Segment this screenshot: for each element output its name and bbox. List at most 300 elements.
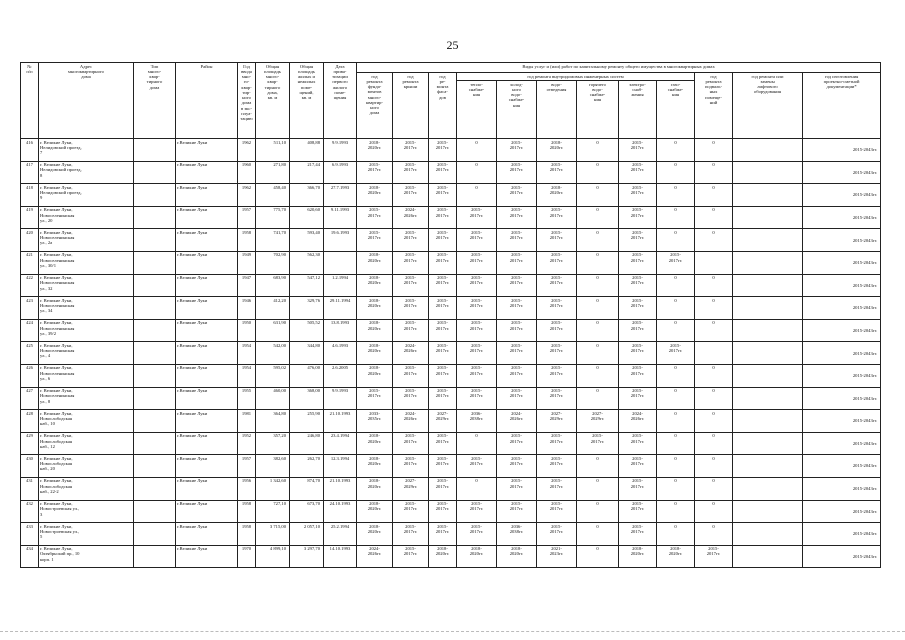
num-cell: 433 [21,523,39,546]
header-district: Район [176,63,238,139]
living-area-cell: 476,00 [290,364,324,387]
roof-cell: 2015- 2017гг. [393,139,429,162]
drainage-cell: 2015- 2017гг. [537,477,577,500]
roof-cell: 2024- 2026гг. [393,206,429,229]
privatization-date-cell: 14.10.1993 [324,545,357,568]
total-area-cell: 4 899,10 [256,545,290,568]
living-area-cell: 620,60 [290,206,324,229]
living-area-cell: 2 057,10 [290,523,324,546]
district-cell: г.Великие Луки [176,206,238,229]
drainage-cell: 2015- 2017гг. [537,523,577,546]
hot-water-cell: 0 [577,455,619,478]
basement-cell: 0 [695,432,733,455]
total-area-cell: 1 342,60 [256,477,290,500]
foundation-cell: 2018- 2020гг. [357,477,393,500]
gas-cell: 0 [657,274,695,297]
num-cell: 421 [21,251,39,274]
num-cell: 423 [21,297,39,320]
type-cell [134,319,176,342]
total-area-cell: 460,00 [256,387,290,410]
district-cell: г.Великие Луки [176,545,238,568]
district-cell: г.Великие Луки [176,319,238,342]
address-cell: г. Великие Луки, Новослободская наб., 10 [39,410,134,433]
address-cell: г. Великие Луки, Новослободская наб., 22-2 [39,477,134,500]
privatization-date-cell: 27.7.1993 [324,184,357,207]
header-works-group: Виды услуг и (или) работ по капитальному ремонту общего имущества в многоквартирных домах [357,63,881,73]
header-address: Адрес многоквартирного дома [39,63,134,139]
hot-water-cell: 0 [577,229,619,252]
electric-cell: 2015- 2017гг. [619,319,657,342]
type-cell [134,206,176,229]
heat-cell: 2015- 2017гг. [457,364,497,387]
electric-cell: 2015- 2017гг. [619,500,657,523]
foundation-cell: 2018- 2020гг. [357,342,393,365]
gas-cell: 0 [657,432,695,455]
district-cell: г.Великие Луки [176,229,238,252]
basement-cell: 0 [695,297,733,320]
year-cell: 1949 [238,251,256,274]
privatization-date-cell: 21.10.1993 [324,477,357,500]
hot-water-cell: 0 [577,161,619,184]
electric-cell: 2015- 2017гг. [619,184,657,207]
elevator-cell [733,184,803,207]
facade-cell: 2015- 2017гг. [429,206,457,229]
basement-cell: 0 [695,161,733,184]
roof-cell: 2027- 2029гг. [393,477,429,500]
facade-cell: 2015- 2017гг. [429,432,457,455]
header-systems-group: год ремонта внутридомовых инженерных систем [457,73,695,81]
gas-cell: 2015- 2017гг. [657,251,695,274]
elevator-cell [733,387,803,410]
privatization-date-cell: 6.9.1993 [324,161,357,184]
address-cell: г. Великие Луки, Новоселенинская ул., 32 [39,274,134,297]
hot-water-cell: 0 [577,545,619,568]
facade-cell: 2015- 2017гг. [429,455,457,478]
basement-cell: 0 [695,206,733,229]
electric-cell: 2024- 2026гг. [619,410,657,433]
type-cell [134,364,176,387]
header-cold-water: холод- ного водо- снабже- ния [497,81,537,139]
living-area-cell: 329,76 [290,297,324,320]
roof-cell: 2015- 2017гг. [393,387,429,410]
table-row [21,342,881,365]
header-type: Тип много- квар- тирного дома [134,63,176,139]
header-gas: газо- снабже- ния [657,81,695,139]
cold-water-cell: 2015- 2017гг. [497,161,537,184]
basement-cell: 0 [695,500,733,523]
design-docs-cell: 2015-2043гг. [803,297,881,320]
electric-cell: 2015- 2017гг. [619,251,657,274]
facade-cell: 2015- 2017гг. [429,297,457,320]
address-cell: г. Великие Луки, Новоселенинская ул., 20 [39,206,134,229]
basement-cell: 0 [695,364,733,387]
cold-water-cell: 2015- 2017гг. [497,387,537,410]
scan-edge-line [0,631,905,632]
year-cell: 1970 [238,545,256,568]
district-cell: г.Великие Луки [176,387,238,410]
hot-water-cell: 0 [577,206,619,229]
num-cell: 426 [21,364,39,387]
foundation-cell: 2018- 2020гг. [357,455,393,478]
cold-water-cell: 2015- 2017гг. [497,477,537,500]
table-row [21,251,881,274]
electric-cell: 2015- 2017гг. [619,229,657,252]
cold-water-cell: 2015- 2017гг. [497,297,537,320]
basement-cell: 0 [695,184,733,207]
year-cell: 1962 [238,139,256,162]
hot-water-cell: 0 [577,251,619,274]
district-cell: г.Великие Луки [176,139,238,162]
elevator-cell [733,432,803,455]
hot-water-cell: 0 [577,523,619,546]
type-cell [134,455,176,478]
roof-cell: 2015- 2017гг. [393,364,429,387]
facade-cell: 2018- 2020гг. [429,545,457,568]
elevator-cell [733,229,803,252]
living-area-cell: 368,00 [290,387,324,410]
foundation-cell: 2018- 2020гг. [357,274,393,297]
table-row [21,206,881,229]
header-basement: год ремонта подваль- ных помеще- ний [695,73,733,139]
drainage-cell: 2015- 2017гг. [537,387,577,410]
hot-water-cell: 0 [577,139,619,162]
year-cell: 1947 [238,274,256,297]
district-cell: г.Великие Луки [176,410,238,433]
elevator-cell [733,206,803,229]
type-cell [134,523,176,546]
design-docs-cell: 2015-2043гг. [803,184,881,207]
facade-cell: 2015- 2017гг. [429,500,457,523]
num-cell: 424 [21,319,39,342]
type-cell [134,251,176,274]
cold-water-cell: 2024- 2026гг. [497,410,537,433]
header-hot-water: горячего водо- снабже- ния [577,81,619,139]
privatization-date-cell [324,251,357,274]
design-docs-cell: 2015-2043гг. [803,364,881,387]
facade-cell: 2015- 2017гг. [429,364,457,387]
header-privatization-date: Дата прива- тизации первого жилого поме- щения [324,63,357,139]
district-cell: г.Великие Луки [176,161,238,184]
cold-water-cell: 2015- 2017гг. [497,500,537,523]
drainage-cell: 2015- 2017гг. [537,251,577,274]
drainage-cell: 2015- 2017гг. [537,229,577,252]
table-row [21,523,881,546]
design-docs-cell: 2015-2043гг. [803,139,881,162]
heat-cell: 2015- 2017гг. [457,229,497,252]
address-cell: г. Великие Луки, Новоселенинская ул., 8 [39,387,134,410]
heat-cell: 2018- 2020гг. [457,545,497,568]
table-row [21,319,881,342]
total-area-cell: 364,80 [256,410,290,433]
type-cell [134,274,176,297]
district-cell: г.Великие Луки [176,523,238,546]
electric-cell: 2015- 2017гг. [619,455,657,478]
living-area-cell: 408,88 [290,139,324,162]
electric-cell: 2015- 2017гг. [619,274,657,297]
privatization-date-cell: 24.10.1993 [324,500,357,523]
foundation-cell: 2033- 2035гг. [357,410,393,433]
cold-water-cell: 2015- 2017гг. [497,251,537,274]
district-cell: г.Великие Луки [176,274,238,297]
num-cell: 428 [21,410,39,433]
gas-cell: 0 [657,184,695,207]
drainage-cell: 2015- 2017гг. [537,432,577,455]
type-cell [134,342,176,365]
repair-schedule-sheet [20,62,880,568]
design-docs-cell: 2015-2043гг. [803,523,881,546]
drainage-cell: 2015- 2017гг. [537,500,577,523]
hot-water-cell: 2015- 2017гг. [577,432,619,455]
basement-cell: 2015- 2017гг. [695,545,733,568]
basement-cell [695,342,733,365]
type-cell [134,139,176,162]
design-docs-cell: 2015-2043гг. [803,319,881,342]
roof-cell: 2015- 2017гг. [393,274,429,297]
drainage-cell: 2018- 2020гг. [537,184,577,207]
cold-water-cell: 2015- 2017гг. [497,364,537,387]
table-row [21,184,881,207]
design-docs-cell: 2015-2043гг. [803,161,881,184]
address-cell: г. Великие Луки, Новоселенинская ул., 4 [39,342,134,365]
heat-cell: 0 [457,184,497,207]
privatization-date-cell: 9.11.1993 [324,206,357,229]
header-design-docs: год изготовления проектно-сметной документации* [803,73,881,139]
type-cell [134,500,176,523]
gas-cell: 0 [657,410,695,433]
basement-cell: 0 [695,139,733,162]
table-row [21,545,881,568]
address-cell: г. Великие Луки, Нелидовский проезд, 9 [39,184,134,207]
total-area-cell: 727,10 [256,500,290,523]
num-cell: 432 [21,500,39,523]
foundation-cell: 2018- 2020гг. [357,319,393,342]
roof-cell: 2015- 2017гг. [393,184,429,207]
total-area-cell: 683,90 [256,274,290,297]
foundation-cell: 2018- 2020гг. [357,523,393,546]
gas-cell: 2015- 2017гг. [657,342,695,365]
header-electric: электро- снаб- жения [619,81,657,139]
heat-cell: 2015- 2017гг. [457,274,497,297]
facade-cell: 2015- 2017гг. [429,387,457,410]
facade-cell: 2015- 2017гг. [429,477,457,500]
drainage-cell: 2021- 2023гг. [537,545,577,568]
total-area-cell: 741,70 [256,229,290,252]
design-docs-cell: 2015-2043гг. [803,432,881,455]
privatization-date-cell: 25.2.1994 [324,523,357,546]
total-area-cell: 702,90 [256,251,290,274]
page-number: 25 [446,38,459,52]
year-cell: 1956 [238,477,256,500]
year-cell: 1954 [238,364,256,387]
facade-cell: 2015- 2017гг. [429,319,457,342]
elevator-cell [733,297,803,320]
cold-water-cell: 2036- 2038гг. [497,523,537,546]
drainage-cell: 2027- 2029гг. [537,410,577,433]
heat-cell: 2015- 2017гг. [457,319,497,342]
electric-cell: 2015- 2017гг. [619,523,657,546]
roof-cell: 2024- 2026гг. [393,410,429,433]
address-cell: г. Великие Луки, Новослободская наб., 12 [39,432,134,455]
total-area-cell: 542,00 [256,342,290,365]
gas-cell: 0 [657,139,695,162]
foundation-cell: 2018- 2020гг. [357,251,393,274]
drainage-cell: 2018- 2020гг. [537,139,577,162]
elevator-cell [733,319,803,342]
elevator-cell [733,523,803,546]
hot-water-cell: 0 [577,364,619,387]
design-docs-cell: 2015-2043гг. [803,251,881,274]
type-cell [134,477,176,500]
hot-water-cell: 0 [577,387,619,410]
district-cell: г.Великие Луки [176,184,238,207]
design-docs-cell: 2015-2043гг. [803,500,881,523]
drainage-cell: 2015- 2017гг. [537,206,577,229]
cold-water-cell: 2015- 2017гг. [497,432,537,455]
district-cell: г.Великие Луки [176,297,238,320]
type-cell [134,229,176,252]
address-cell: г. Великие Луки, Новослободская наб., 20 [39,455,134,478]
gas-cell: 0 [657,387,695,410]
elevator-cell [733,500,803,523]
cold-water-cell: 2015- 2017гг. [497,455,537,478]
gas-cell: 0 [657,297,695,320]
roof-cell: 2024- 2026гг. [393,342,429,365]
privatization-date-cell: 12.3.1994 [324,455,357,478]
design-docs-cell: 2015-2043гг. [803,455,881,478]
total-area-cell: 357,20 [256,432,290,455]
district-cell: г.Великие Луки [176,455,238,478]
cold-water-cell: 2015- 2017гг. [497,342,537,365]
elevator-cell [733,477,803,500]
district-cell: г.Великие Луки [176,477,238,500]
type-cell [134,545,176,568]
header-roof: год ремонта крыши [393,73,429,139]
foundation-cell: 2018- 2020гг. [357,297,393,320]
total-area-cell: 3 715,00 [256,523,290,546]
table-body [21,139,881,568]
total-area-cell: 775,70 [256,206,290,229]
table-row [21,297,881,320]
address-cell: г. Великие Луки, Новоселенинская ул., 39/2 [39,319,134,342]
living-area-cell: 505,52 [290,319,324,342]
total-area-cell: 271,80 [256,161,290,184]
hot-water-cell: 0 [577,274,619,297]
table-row [21,364,881,387]
table-row [21,455,881,478]
drainage-cell: 2015- 2017гг. [537,342,577,365]
hot-water-cell: 2027- 2029гг. [577,410,619,433]
address-cell: г. Великие Луки, Новостроевская ул., 5 [39,523,134,546]
privatization-date-cell: 13.8.1993 [324,319,357,342]
electric-cell: 2015- 2017гг. [619,387,657,410]
facade-cell: 2015- 2017гг. [429,251,457,274]
gas-cell: 0 [657,477,695,500]
facade-cell: 2015- 2017гг. [429,161,457,184]
design-docs-cell: 2015-2043гг. [803,477,881,500]
roof-cell: 2015- 2017гг. [393,229,429,252]
heat-cell: 2015- 2017гг. [457,500,497,523]
electric-cell: 2018- 2020гг. [619,545,657,568]
basement-cell: 0 [695,274,733,297]
address-cell: г. Великие Луки, Нелидовский проезд, 7 [39,139,134,162]
foundation-cell: 2015- 2017гг. [357,161,393,184]
header-facade: год ре- монта фаса- дов [429,73,457,139]
privatization-date-cell: 1.2.1994 [324,274,357,297]
elevator-cell [733,545,803,568]
total-area-cell: 631,90 [256,319,290,342]
num-cell: 417 [21,161,39,184]
basement-cell: 0 [695,523,733,546]
privatization-date-cell: 4.6.1993 [324,342,357,365]
type-cell [134,297,176,320]
header-no: № п/п [21,63,39,139]
elevator-cell [733,274,803,297]
year-cell: 1955 [238,387,256,410]
year-cell: 1950 [238,319,256,342]
gas-cell: 0 [657,500,695,523]
year-cell: 1960 [238,161,256,184]
living-area-cell: 562,30 [290,251,324,274]
year-cell: 1958 [238,229,256,252]
elevator-cell [733,364,803,387]
basement-cell: 0 [695,319,733,342]
design-docs-cell: 2015-2043гг. [803,342,881,365]
heat-cell: 2015- 2017гг. [457,342,497,365]
basement-cell: 0 [695,477,733,500]
roof-cell: 2015- 2017гг. [393,297,429,320]
table-row [21,500,881,523]
facade-cell: 2015- 2017гг. [429,184,457,207]
num-cell: 434 [21,545,39,568]
gas-cell: 0 [657,523,695,546]
drainage-cell: 2015- 2017гг. [537,274,577,297]
elevator-cell [733,161,803,184]
facade-cell: 2027- 2029гг. [429,410,457,433]
design-docs-cell: 2015-2043гг. [803,229,881,252]
address-cell: г. Великие Луки, Новоселенинская ул., 34 [39,297,134,320]
foundation-cell: 2015- 2017гг. [357,206,393,229]
year-cell: 1981 [238,410,256,433]
num-cell: 425 [21,342,39,365]
design-docs-cell: 2015-2043гг. [803,206,881,229]
elevator-cell [733,251,803,274]
total-area-cell: 595,02 [256,364,290,387]
electric-cell: 2015- 2017гг. [619,297,657,320]
num-cell: 422 [21,274,39,297]
design-docs-cell: 2015-2043гг. [803,274,881,297]
foundation-cell: 2015- 2017гг. [357,387,393,410]
foundation-cell: 2018- 2020гг. [357,139,393,162]
num-cell: 429 [21,432,39,455]
type-cell [134,184,176,207]
facade-cell: 2015- 2017гг. [429,229,457,252]
elevator-cell [733,455,803,478]
heat-cell: 0 [457,477,497,500]
foundation-cell: 2018- 2020гг. [357,432,393,455]
drainage-cell: 2015- 2017гг. [537,297,577,320]
privatization-date-cell: 19.6.1993 [324,229,357,252]
repair-schedule-table [20,62,881,568]
type-cell [134,161,176,184]
total-area-cell: 412,20 [256,297,290,320]
num-cell: 418 [21,184,39,207]
heat-cell: 2036- 2038гг. [457,410,497,433]
table-row [21,410,881,433]
roof-cell: 2015- 2017гг. [393,523,429,546]
gas-cell: 0 [657,455,695,478]
roof-cell: 2015- 2017гг. [393,251,429,274]
header-foundation: год ремонта фунда- ментов много- квартир- ного дома [357,73,393,139]
